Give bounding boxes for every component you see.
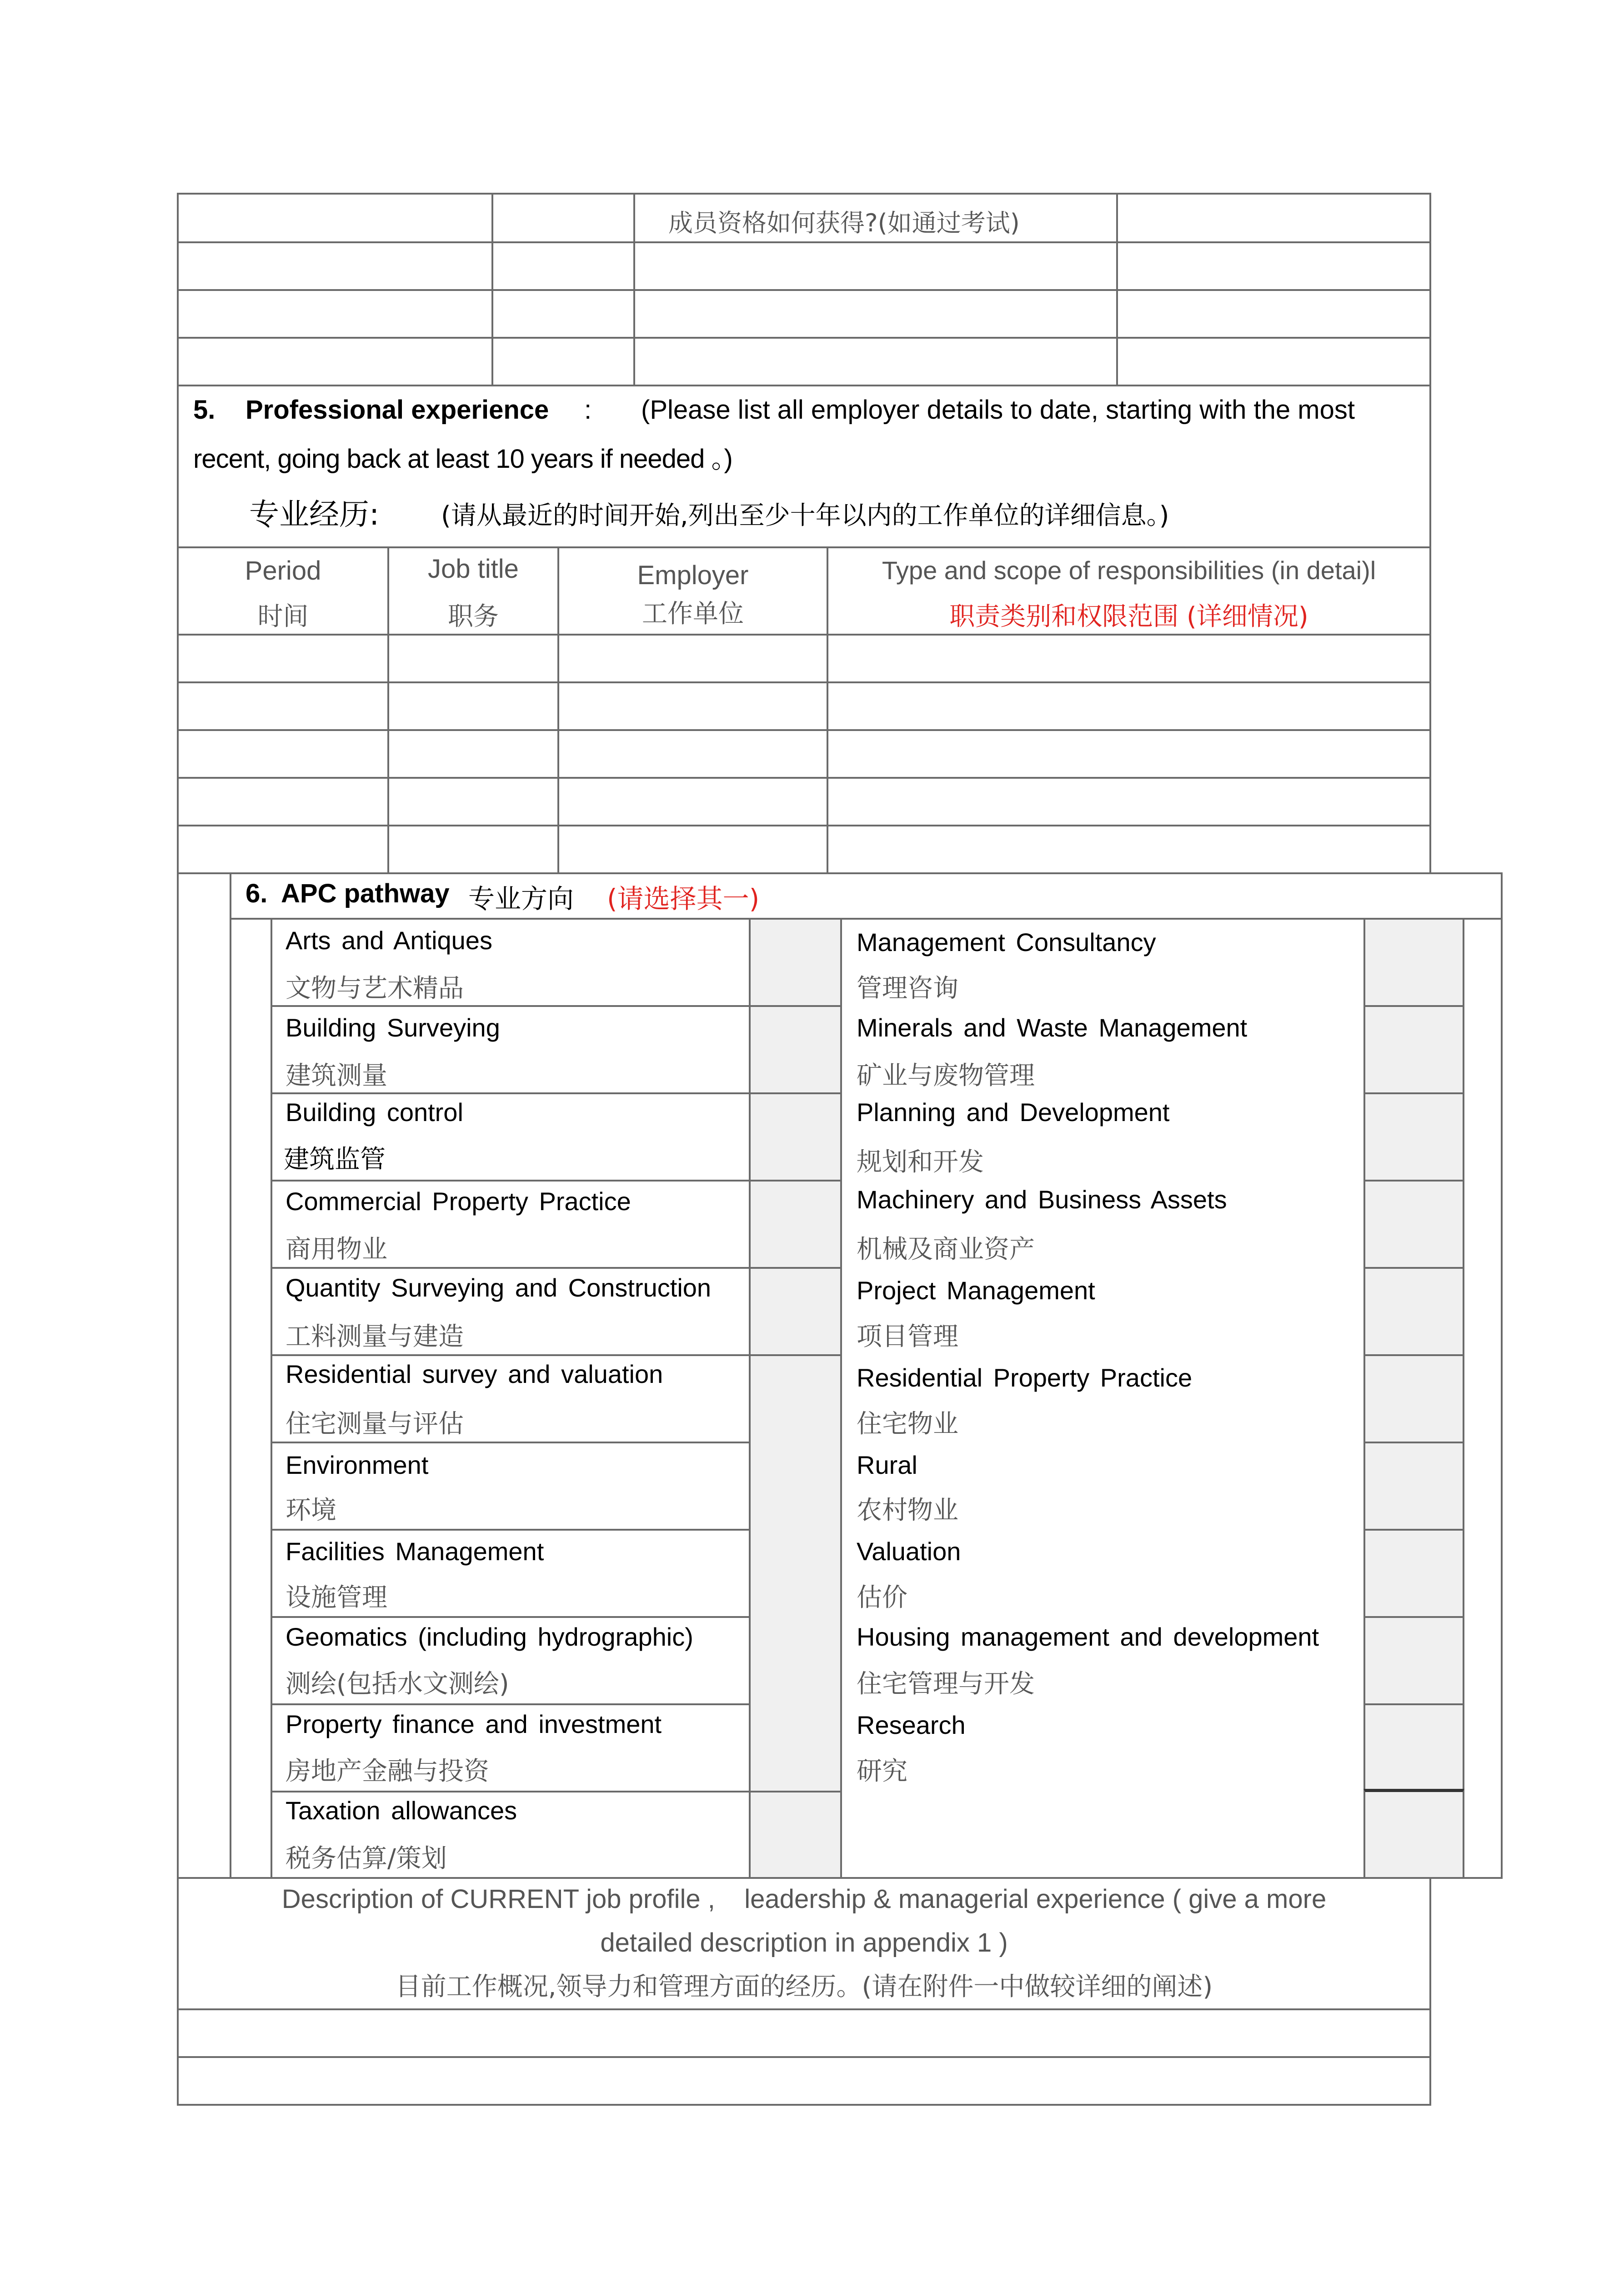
membership-cell[interactable]: [1116, 337, 1431, 386]
apc-option-planning-development-cn: 规划和开发: [857, 1147, 984, 1177]
experience-job-cell[interactable]: [387, 634, 559, 683]
membership-cell[interactable]: [633, 289, 1118, 339]
membership-cell[interactable]: [491, 241, 635, 291]
job-title-header-cn: 职务: [448, 602, 499, 631]
apc-option-research: Research: [857, 1711, 966, 1739]
apc-option-quantity-surveying-cn: 工料测量与建造: [286, 1322, 464, 1352]
apc-right-checkbox[interactable]: [1363, 1354, 1464, 1443]
experience-employer-cell[interactable]: [557, 634, 828, 683]
membership-header-text: 成员资格如何获得?(如通过考试): [668, 209, 1020, 237]
membership-cell[interactable]: [177, 337, 493, 386]
membership-cell[interactable]: [491, 193, 635, 243]
apc-option-property-finance-cn: 房地产金融与投资: [286, 1757, 489, 1786]
current-job-desc-en-2: detailed description in appendix 1 ): [600, 1928, 1008, 1958]
apc-left-checkbox[interactable]: [749, 1791, 842, 1879]
employer-header-en: Employer: [637, 561, 749, 590]
membership-cell[interactable]: [177, 241, 493, 291]
section-5-number: 5.: [193, 395, 216, 425]
experience-period-cell[interactable]: [177, 681, 389, 731]
experience-scope-cell[interactable]: [827, 729, 1431, 779]
apc-option-project-management: Project Management: [857, 1276, 1095, 1305]
section-5-instruction-cn: (请从最近的时间开始,列出至少十年以内的工作单位的详细信息。): [441, 501, 1169, 531]
membership-cell[interactable]: [633, 337, 1118, 386]
membership-cell[interactable]: [1116, 289, 1431, 339]
apc-option-rural: Rural: [857, 1451, 917, 1479]
apc-option-minerals-waste: Minerals and Waste Management: [857, 1013, 1248, 1042]
experience-period-cell[interactable]: [177, 634, 389, 683]
responsibilities-header-cn: 职责类别和权限范围 (详细情况): [949, 602, 1308, 631]
experience-scope-cell[interactable]: [827, 634, 1431, 683]
current-job-desc-en-1: Description of CURRENT job profile , leadership & managerial experience ( give a more: [281, 1884, 1327, 1914]
apc-left-checkbox[interactable]: [749, 1092, 842, 1182]
apc-title: APC pathway: [281, 879, 450, 908]
membership-cell[interactable]: [633, 241, 1118, 291]
membership-cell[interactable]: [1116, 193, 1431, 243]
apc-option-quantity-surveying: Quantity Surveying and Construction: [286, 1273, 712, 1302]
experience-job-cell[interactable]: [387, 777, 559, 826]
section-5-title-cn: 专业经历:: [249, 497, 380, 532]
experience-period-cell[interactable]: [177, 777, 389, 826]
apc-option-building-surveying: Building Surveying: [286, 1013, 500, 1042]
apc-option-project-management-cn: 项目管理: [857, 1322, 958, 1352]
period-header-en: Period: [245, 556, 321, 586]
apc-option-property-finance: Property finance and investment: [286, 1710, 662, 1738]
apc-right-checkbox[interactable]: [1363, 1529, 1464, 1618]
experience-job-cell[interactable]: [387, 729, 559, 779]
apc-option-building-control: Building control: [286, 1098, 463, 1126]
apc-option-arts-antiques: Arts and Antiques: [286, 926, 492, 955]
current-job-input-row[interactable]: [177, 2008, 1431, 2058]
apc-option-taxation-allowances-cn: 税务估算/策划: [286, 1844, 447, 1873]
apc-option-residential-survey-cn: 住宅测量与评估: [286, 1409, 464, 1439]
experience-period-cell[interactable]: [177, 729, 389, 779]
apc-option-residential-property-cn: 住宅物业: [857, 1409, 958, 1439]
apc-title-cn: 专业方向: [468, 883, 574, 914]
section-5-title: Professional experience: [246, 395, 549, 425]
apc-right-checkbox[interactable]: [1363, 1092, 1464, 1182]
apc-option-machinery-assets: Machinery and Business Assets: [857, 1185, 1227, 1214]
membership-cell[interactable]: [491, 289, 635, 339]
job-title-header-en: Job title: [428, 554, 519, 584]
current-job-desc-cn: 目前工作概况,领导力和管理方面的经历。(请在附件一中做较详细的阐述): [395, 1972, 1213, 2002]
apc-option-housing-management: Housing management and development: [857, 1622, 1319, 1651]
apc-option-management-consultancy-cn: 管理咨询: [857, 974, 958, 1003]
experience-job-cell[interactable]: [387, 825, 559, 874]
apc-option-machinery-assets-cn: 机械及商业资产: [857, 1235, 1035, 1264]
apc-option-minerals-waste-cn: 矿业与废物管理: [857, 1061, 1035, 1091]
period-header-cn: 时间: [257, 602, 309, 631]
apc-option-facilities-management: Facilities Management: [286, 1537, 544, 1566]
apc-option-building-surveying-cn: 建筑测量: [286, 1061, 387, 1091]
apc-note: (请选择其一): [607, 883, 760, 914]
employer-header-cn: 工作单位: [642, 599, 744, 629]
apc-right-checkbox[interactable]: [1363, 1789, 1464, 1879]
experience-employer-cell[interactable]: [557, 825, 828, 874]
apc-option-environment-cn: 环境: [286, 1496, 336, 1525]
apc-option-commercial-property: Commercial Property Practice: [286, 1187, 631, 1216]
apc-left-checkbox[interactable]: [749, 1354, 842, 1792]
experience-employer-cell[interactable]: [557, 729, 828, 779]
membership-cell[interactable]: [177, 289, 493, 339]
apc-option-valuation-cn: 估价: [857, 1583, 907, 1612]
current-job-input-row[interactable]: [177, 2056, 1431, 2106]
membership-cell[interactable]: [1116, 241, 1431, 291]
apc-left-checkbox[interactable]: [749, 918, 842, 1007]
apc-right-checkbox[interactable]: [1363, 1180, 1464, 1269]
apc-right-checkbox[interactable]: [1363, 1616, 1464, 1705]
apc-right-checkbox[interactable]: [1363, 1267, 1464, 1356]
apc-left-checkbox[interactable]: [749, 1180, 842, 1269]
apc-option-residential-survey: Residential survey and valuation: [286, 1360, 663, 1388]
apc-option-environment: Environment: [286, 1451, 429, 1479]
experience-job-cell[interactable]: [387, 681, 559, 731]
experience-period-cell[interactable]: [177, 825, 389, 874]
membership-cell[interactable]: [491, 337, 635, 386]
apc-option-arts-antiques-cn: 文物与艺术精品: [286, 974, 464, 1003]
apc-left-checkbox[interactable]: [749, 1267, 842, 1356]
apc-option-valuation: Valuation: [857, 1537, 961, 1566]
apc-right-checkbox[interactable]: [1363, 1005, 1464, 1094]
apc-right-checkbox[interactable]: [1363, 1442, 1464, 1531]
section-5-instruction-en-2: recent, going back at least 10 years if needed 。): [193, 444, 732, 474]
apc-option-taxation-allowances: Taxation allowances: [286, 1796, 517, 1825]
apc-option-management-consultancy: Management Consultancy: [857, 928, 1156, 956]
section-5-colon: :: [584, 395, 592, 425]
experience-scope-cell[interactable]: [827, 825, 1431, 874]
membership-cell[interactable]: [177, 193, 493, 243]
apc-section-number: 6.: [246, 879, 268, 908]
apc-right-checkbox[interactable]: [1363, 918, 1464, 1007]
apc-option-planning-development: Planning and Development: [857, 1098, 1170, 1126]
apc-option-geomatics: Geomatics (including hydrographic): [286, 1622, 693, 1651]
experience-employer-cell[interactable]: [557, 681, 828, 731]
apc-option-geomatics-cn: 测绘(包括水文测绘): [286, 1669, 509, 1699]
apc-option-rural-cn: 农村物业: [857, 1496, 958, 1525]
apc-option-housing-management-cn: 住宅管理与开发: [857, 1669, 1035, 1699]
experience-employer-cell[interactable]: [557, 777, 828, 826]
apc-option-residential-property: Residential Property Practice: [857, 1363, 1193, 1392]
apc-option-research-cn: 研究: [857, 1757, 907, 1786]
experience-scope-cell[interactable]: [827, 777, 1431, 826]
apc-right-checkbox[interactable]: [1363, 1703, 1464, 1792]
apc-option-facilities-management-cn: 设施管理: [286, 1583, 387, 1612]
experience-scope-cell[interactable]: [827, 681, 1431, 731]
section-5-instruction-en-1: (Please list all employer details to date, starting with the most: [641, 395, 1355, 425]
apc-option-commercial-property-cn: 商用物业: [286, 1235, 387, 1264]
responsibilities-header-en: Type and scope of responsibilities (in detai)l: [882, 556, 1376, 585]
apc-option-building-control-cn: 建筑监管: [284, 1145, 386, 1174]
apc-left-checkbox[interactable]: [749, 1005, 842, 1094]
